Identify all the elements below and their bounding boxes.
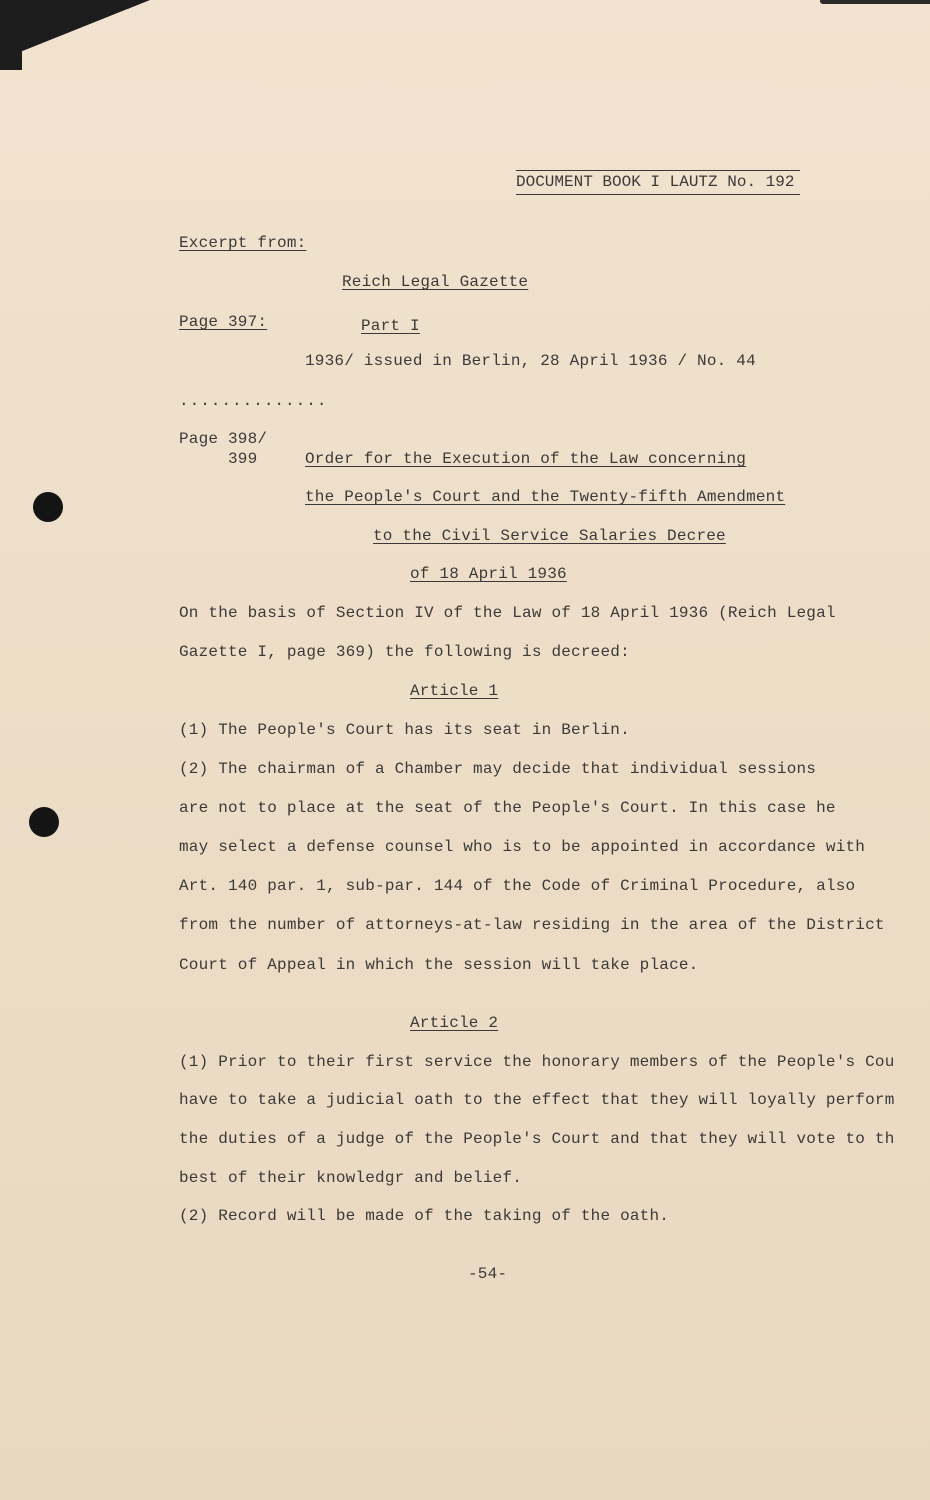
order-title-line-3: to the Civil Service Salaries Decree bbox=[373, 527, 726, 545]
document-reference: DOCUMENT BOOK I LAUTZ No. 192 bbox=[516, 170, 800, 195]
article-1-line-3: are not to place at the seat of the People's Court. In this case he bbox=[179, 799, 836, 817]
article-1-line-6: from the number of attorneys-at-law residing in the area of the District bbox=[179, 916, 885, 934]
separator-dots: .............. bbox=[179, 392, 328, 410]
gazette-title: Reich Legal Gazette bbox=[342, 273, 529, 291]
article-1-line-2: (2) The chairman of a Chamber may decide that individual sessions bbox=[179, 760, 817, 778]
article-1-line-1: (1) The People's Court has its seat in Berlin. bbox=[179, 721, 630, 739]
page-number: -54- bbox=[468, 1265, 508, 1283]
article-2-line-1: (1) Prior to their first service the honorary members of the People's Cou bbox=[179, 1053, 895, 1071]
punch-hole-bottom bbox=[29, 807, 59, 837]
article-1-line-5: Art. 140 par. 1, sub-par. 144 of the Code of Criminal Procedure, also bbox=[179, 877, 856, 895]
intro-line-2: Gazette I, page 369) the following is decreed: bbox=[179, 643, 630, 661]
article-2-line-5: (2) Record will be made of the taking of the oath. bbox=[179, 1207, 670, 1225]
page-ref-397: Page 397: bbox=[179, 313, 268, 331]
article-1-heading: Article 1 bbox=[410, 682, 499, 700]
article-2-line-4: best of their knowledgr and belief. bbox=[179, 1169, 523, 1187]
article-2-heading: Article 2 bbox=[410, 1014, 499, 1032]
page-ref-399: 399 bbox=[228, 450, 258, 468]
page-ref-398: Page 398/ bbox=[179, 430, 268, 448]
article-2-line-2: have to take a judicial oath to the effect that they will loyally perform bbox=[179, 1091, 895, 1109]
order-title-line-1: Order for the Execution of the Law concerning bbox=[305, 450, 747, 468]
order-title-line-2: the People's Court and the Twenty-fifth Amendment bbox=[305, 488, 786, 506]
article-1-line-4: may select a defense counsel who is to be appointed in accordance with bbox=[179, 838, 866, 856]
gazette-part: Part I bbox=[361, 317, 420, 335]
issue-line: 1936/ issued in Berlin, 28 April 1936 / No. 44 bbox=[305, 352, 756, 370]
corner-shadow bbox=[0, 0, 22, 70]
order-title-line-4: of 18 April 1936 bbox=[410, 565, 567, 583]
top-edge-mark bbox=[820, 0, 930, 4]
intro-line-1: On the basis of Section IV of the Law of 18 April 1936 (Reich Legal bbox=[179, 604, 836, 622]
excerpt-label: Excerpt from: bbox=[179, 234, 307, 252]
punch-hole-top bbox=[33, 492, 63, 522]
torn-corner bbox=[0, 0, 150, 60]
article-1-line-7: Court of Appeal in which the session will take place. bbox=[179, 956, 699, 974]
article-2-line-3: the duties of a judge of the People's Court and that they will vote to th bbox=[179, 1130, 895, 1148]
